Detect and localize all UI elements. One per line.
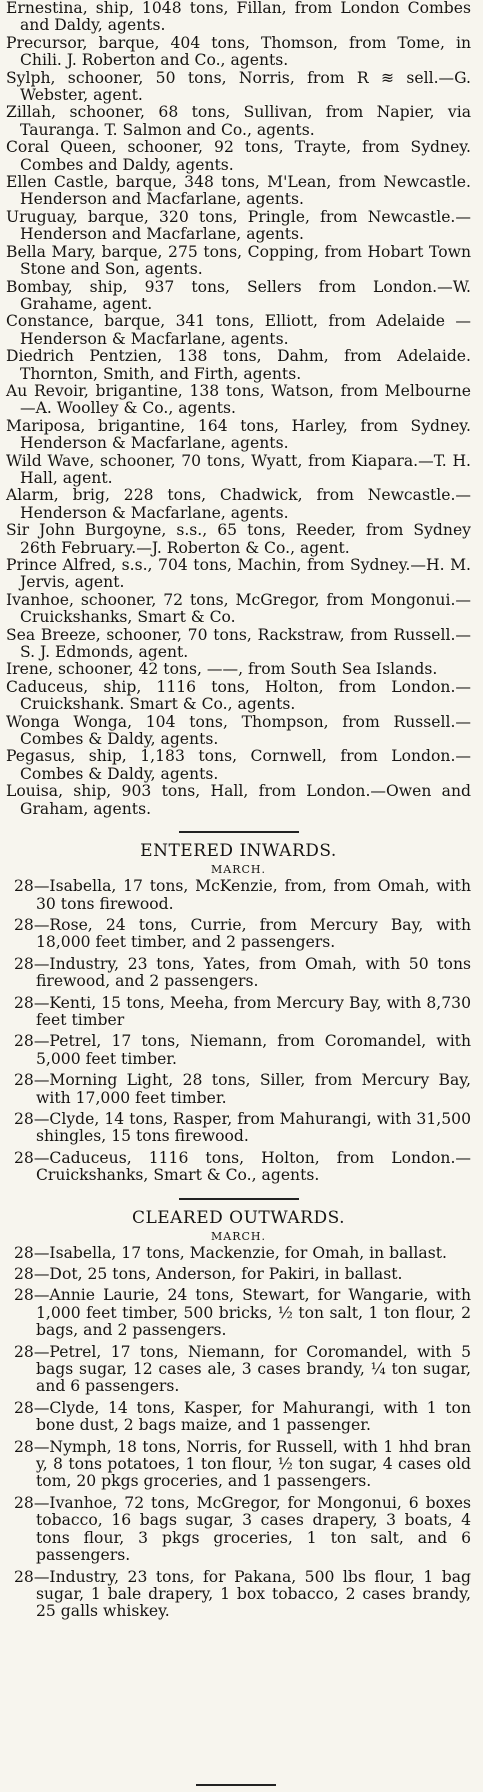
arrival-entry: Constance, barque, 341 tons, Elliott, from Adelaide —Henderson & Macfarlane, agents.	[6, 312, 471, 348]
arrival-entry: Prince Alfred, s.s., 704 tons, Machin, from Sydney.—H. M. Jervis, agent.	[6, 556, 471, 592]
section-divider	[179, 1198, 299, 1200]
cleared-outwards-entry: 28—Petrel, 17 tons, Niemann, for Coromandel, with 5 bags sugar, 12 cases ale, 3 cases brandy, ¼ ton sugar, and 6 passengers.	[14, 1342, 471, 1396]
arrival-entry: Sir John Burgoyne, s.s., 65 tons, Reeder, from Sydney 26th February.—J. Roberton & Co., agent.	[6, 521, 471, 557]
cleared-outwards-list	[6, 1245, 471, 1621]
arrival-entry: Precursor, barque, 404 tons, Thomson, from Tome, in Chili. J. Roberton and Co., agents.	[6, 33, 471, 70]
arrival-entry: Coral Queen, schooner, 92 tons, Trayte, from Sydney. Combes and Daldy, agents.	[6, 138, 471, 174]
arrival-entry: Zillah, schooner, 68 tons, Sullivan, from Napier, via Tauranga. T. Salmon and Co., agents.	[6, 103, 471, 139]
cleared-outwards-heading: CLEARED OUTWARDS.	[131, 1207, 346, 1228]
cleared-outwards-entry: 28—Dot, 25 tons, Anderson, for Pakiri, in ballast.	[14, 1265, 403, 1283]
arrival-entry: Alarm, brig, 228 tons, Chadwick, from Newcastle.—Henderson & Macfarlane, agents.	[6, 486, 471, 522]
arrivals-list	[6, 0, 471, 818]
arrival-entry: Ivanhoe, schooner, 72 tons, McGregor, from Mongonui.—Cruickshanks, Smart & Co.	[6, 590, 471, 627]
entered-inwards-entry: 28—Caduceus, 1116 tons, Holton, from London.—Cruickshanks, Smart & Co., agents.	[14, 1148, 471, 1185]
section-divider	[196, 1784, 276, 1786]
arrival-entry: Caduceus, ship, 1116 tons, Holton, from London.—Cruickshank. Smart & Co., agents.	[6, 677, 471, 714]
cleared-outwards-entry: 28—Industry, 23 tons, for Pakana, 500 lbs flour, 1 bag sugar, 1 bale drapery, 1 box tobacco, 2 cases brandy, 25 galls whiskey.	[14, 1567, 471, 1621]
cleared-outwards-entry: 28—Nymph, 18 tons, Norris, for Russell, with 1 hhd bran y, 8 tons potatoes, 1 ton flour, ½ ton sugar, 4 cases old tom, 20 pkgs groceries, and 1 passengers.	[14, 1437, 471, 1491]
arrival-entry: Bombay, ship, 937 tons, Sellers from London.—W. Grahame, agent.	[6, 277, 471, 313]
arrival-entry: Sylph, schooner, 50 tons, Norris, from R ≋ sell.—G. Webster, agent.	[6, 68, 471, 105]
cleared-outwards-month: MARCH.	[211, 1229, 266, 1243]
cleared-outwards-entry: 28—Clyde, 14 tons, Kasper, for Mahurangi, with 1 ton bone dust, 2 bags maize, and 1 passenger.	[14, 1398, 471, 1435]
arrival-entry: Irene, schooner, 42 tons, ——, from South Sea Islands.	[6, 660, 438, 679]
arrival-entry: Louisa, ship, 903 tons, Hall, from London.—Owen and Graham, agents.	[6, 782, 471, 818]
arrival-entry: Ernestina, ship, 1048 tons, Fillan, from London Combes and Daldy, agents.	[6, 0, 471, 35]
section-divider	[179, 831, 299, 833]
cleared-outwards-entry: 28—Ivanhoe, 72 tons, McGregor, for Mongonui, 6 boxes tobacco, 16 bags sugar, 3 cases drapery, 3 boats, 4 tons flour, 3 pkgs groceries, 1 ton salt, and 6 passengers.	[14, 1493, 471, 1565]
cleared-outwards-entry: 28—Isabella, 17 tons, Mackenzie, for Omah, in ballast.	[14, 1243, 447, 1262]
entered-inwards-list	[6, 878, 471, 1185]
arrival-entry: Uruguay, barque, 320 tons, Pringle, from Newcastle.—Henderson and Macfarlane, agents.	[6, 207, 471, 244]
entered-inwards-entry: 28—Kenti, 15 tons, Meeha, from Mercury Bay, with 8,730 feet timber	[14, 993, 471, 1029]
entered-inwards-entry: 28—Clyde, 14 tons, Rasper, from Mahurangi, with 31,500 shingles, 15 tons firewood.	[14, 1109, 471, 1146]
entered-inwards-entry: 28—Industry, 23 tons, Yates, from Omah, with 50 tons firewood, and 2 passengers.	[14, 954, 471, 991]
arrival-entry: Diedrich Pentzien, 138 tons, Dahm, from Adelaide. Thornton, Smith, and Firth, agents.	[6, 347, 471, 383]
arrival-entry: Wonga Wonga, 104 tons, Thompson, from Russell.—Combes & Daldy, agents.	[6, 712, 471, 749]
entered-inwards-heading: ENTERED INWARDS.	[140, 841, 337, 862]
cleared-outwards-entry: 28—Annie Laurie, 24 tons, Stewart, for Wangarie, with 1,000 feet timber, 500 bricks, ½ ton salt, 1 ton flour, 2 bags, and 2 passengers.	[14, 1286, 471, 1340]
arrival-entry: Ellen Castle, barque, 348 tons, M'Lean, from Newcastle. Henderson and Macfarlane, agents.	[6, 173, 471, 209]
arrival-entry: Bella Mary, barque, 275 tons, Copping, from Hobart Town Stone and Son, agents.	[6, 242, 471, 279]
arrival-entry: Au Revoir, brigantine, 138 tons, Watson, from Melbourne —A. Woolley & Co., agents.	[6, 381, 471, 418]
entered-inwards-entry: 28—Morning Light, 28 tons, Siller, from Mercury Bay, with 17,000 feet timber.	[14, 1071, 471, 1107]
arrival-entry: Sea Breeze, schooner, 70 tons, Rackstraw, from Russell.—S. J. Edmonds, agent.	[6, 625, 471, 662]
arrival-entry: Pegasus, ship, 1,183 tons, Cornwell, from London.—Combes & Daldy, agents.	[6, 747, 471, 783]
entered-inwards-entry: 28—Petrel, 17 tons, Niemann, from Coromandel, with 5,000 feet timber.	[14, 1032, 471, 1068]
entered-inwards-entry: 28—Rose, 24 tons, Currie, from Mercury Bay, with 18,000 feet timber, and 2 passengers.	[14, 915, 471, 952]
arrival-entry: Mariposa, brigantine, 164 tons, Harley, from Sydney. Henderson & Macfarlane, agents.	[6, 416, 471, 453]
arrival-entry: Wild Wave, schooner, 70 tons, Wyatt, from Kiapara.—T. H. Hall, agent.	[6, 451, 471, 487]
entered-inwards-entry: 28—Isabella, 17 tons, McKenzie, from, from Omah, with 30 tons firewood.	[14, 877, 471, 913]
entered-inwards-month: MARCH.	[211, 863, 266, 877]
